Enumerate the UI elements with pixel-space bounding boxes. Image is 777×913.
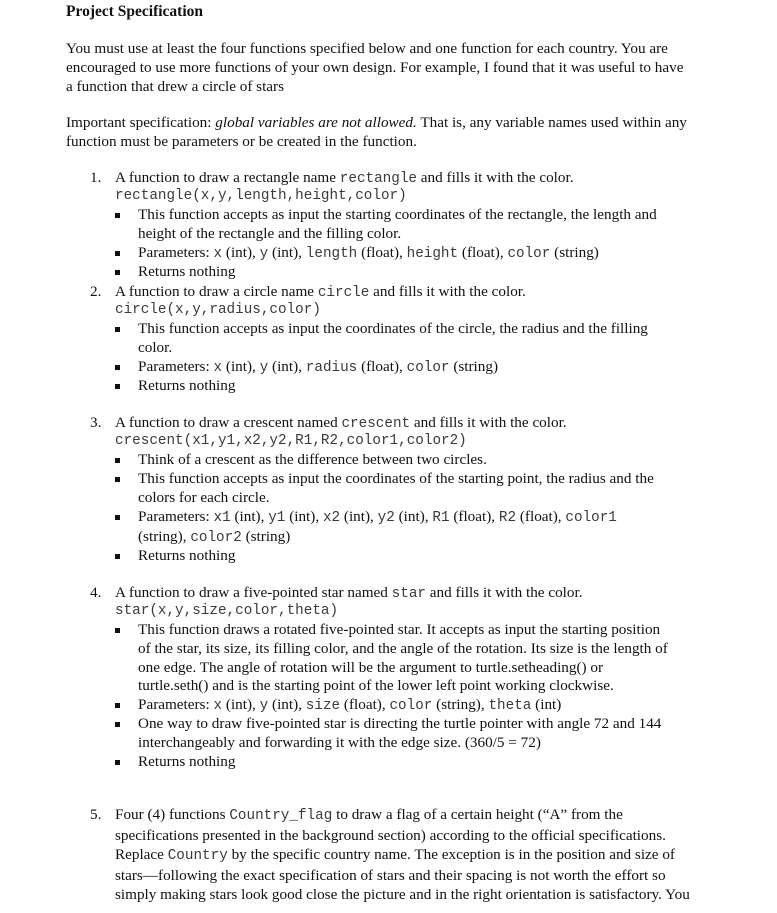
bullet-square-icon [115,384,120,389]
important-emphasis: global variables are not allowed. [215,114,417,131]
bullet-square-icon [115,760,120,765]
item-number: 2. [90,283,102,300]
bullet-item: This function accepts as input the starting coordinates of the rectangle, the length and height of the rectangle and the filling color. [138,206,738,244]
bullet-square-icon [115,251,120,256]
bullet-item-parameters: Parameters: x1 (int), y1 (int), x2 (int), y2 (int), R1 (float), R2 (float), color1 (string), color2 (string) [138,508,738,548]
bullet-square-icon [115,270,120,275]
bullet-item: This function accepts as input the coordinates of the circle, the radius and the filling color. [138,320,738,358]
function-signature: rectangle(x,y,length,height,color) [115,188,407,204]
bullet-item: This function draws a rotated five-pointed star. It accepts as input the starting position of the star, its size, its filling color, and the angle of the rotation. Its size is the length of one edge. The angle of rotation will be the argument to turtle.setheading() or turtle.seth() and is the starting point of the lower left point working clockwise. [138,621,738,696]
item-heading: A function to draw a five-pointed star named star and fills it with the color. [115,584,583,602]
intro-line-3: a function that drew a circle of stars [66,78,285,95]
bullet-square-icon [115,515,120,520]
bullet-item-returns: Returns nothing [138,547,738,566]
bullet-item-parameters: Parameters: x (int), y (int), length (float), height (float), color (string) [138,244,738,264]
bullet-item-parameters: Parameters: x (int), y (int), size (float), color (string), theta (int) [138,696,738,716]
item-paragraph: Four (4) functions Country_flag to draw a flag of a certain height (“A” from the specifications presented in the background section) according to the official specifications. Replace Country by the specific country name. The exception is in the position and size of stars—following the exact specification of stars and their spacing is not worth the effort so simply making stars look good close the picture and in the right orientation is satisfactory. You [115,806,690,903]
bullet-item-returns: Returns nothing [138,377,738,396]
function-signature: star(x,y,size,color,theta) [115,603,339,619]
item-number: 1. [90,169,102,186]
important-paragraph [66,113,687,151]
bullet-square-icon [115,722,120,727]
item-heading: A function to draw a rectangle name rectangle and fills it with the color. [115,169,574,187]
item-number: 3. [90,414,102,431]
bullet-item-returns: Returns nothing [138,263,738,282]
item-number: 5. [90,806,102,823]
intro-line-1: You must use at least the four functions specified below and one function for each country. You are [66,40,668,57]
bullet-square-icon [115,458,120,463]
bullet-square-icon [115,327,120,332]
bullet-item: Think of a crescent as the difference between two circles. [138,451,738,470]
function-signature: circle(x,y,radius,color) [115,302,321,318]
intro-line-2: encouraged to use more functions of your own design. For example, I found that it was useful to have [66,59,684,76]
bullet-square-icon [115,703,120,708]
bullet-item-parameters: Parameters: x (int), y (int), radius (float), color (string) [138,358,738,378]
bullet-square-icon [115,365,120,370]
bullet-square-icon [115,213,120,218]
item-number: 4. [90,584,102,601]
item-heading: A function to draw a circle name circle and fills it with the color. [115,283,526,301]
important-line-2: function must be parameters or be created in the function. [66,133,417,150]
function-signature: crescent(x1,y1,x2,y2,R1,R2,color1,color2) [115,433,467,449]
section-title: Project Specification [66,3,204,20]
item-heading: A function to draw a crescent named crescent and fills it with the color. [115,414,567,432]
intro-paragraph [66,39,683,96]
bullet-square-icon [115,628,120,633]
bullet-square-icon [115,477,120,482]
bullet-item: One way to draw five-pointed star is directing the turtle pointer with angle 72 and 144 interchangeably and forwarding it with the edge size. (360/5 = 72) [138,715,738,753]
bullet-item-returns: Returns nothing [138,753,738,772]
important-line-1: Important specification: global variables are not allowed. That is, any variable names used within any [66,114,687,131]
bullet-item: This function accepts as input the coordinates of the starting point, the radius and the colors for each circle. [138,470,738,508]
bullet-square-icon [115,554,120,559]
